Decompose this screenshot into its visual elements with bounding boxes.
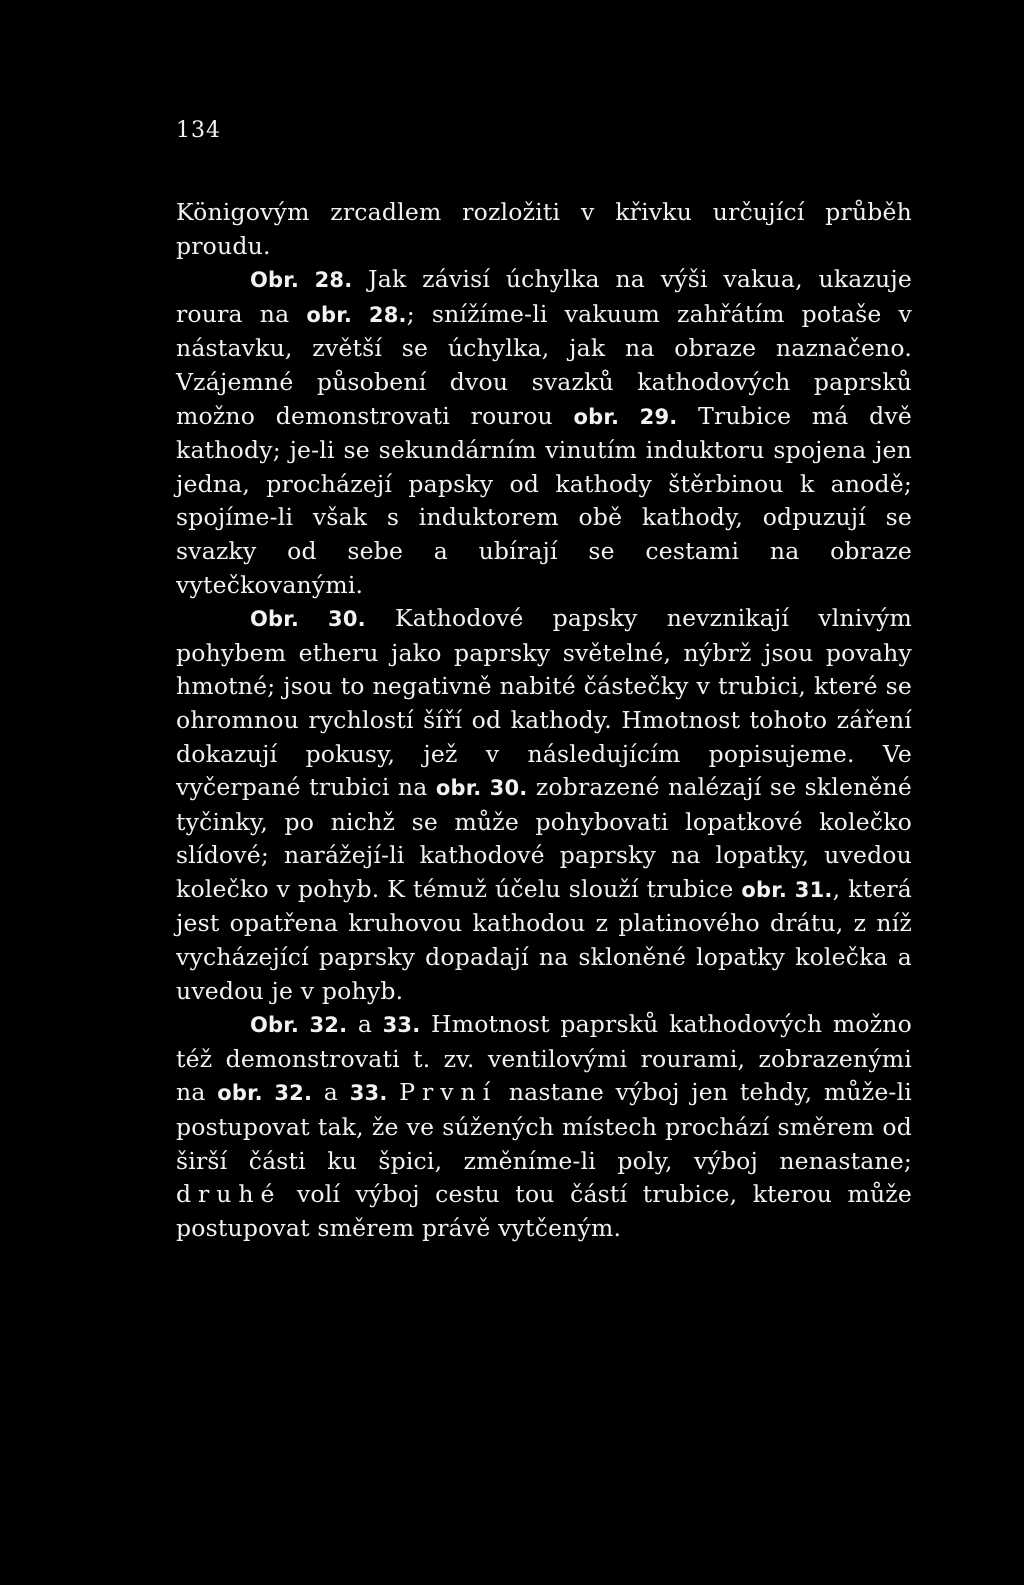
paragraph-text: nastane výboj jen tehdy, může-li postupovat tak, že ve súžených místech prochází směrem od širší části ku špici, změníme-li poly, výboj nenastane; (176, 1078, 913, 1175)
paragraph-text: Jak závisí úchylka na výši vakua, ukazuje roura na (176, 265, 912, 328)
figure-reference: 33. (382, 1013, 421, 1038)
emphasized-word: První (399, 1078, 498, 1107)
figure-reference: obr. 30. (435, 776, 528, 801)
paragraph-text: zobrazené nalézají se skleněné tyčinky, po nichž se může pohybovati lopatkové kolečko slídové; narážejí-li kathodové paprsky na lopatky, uvedou kolečko v pohyb. K témuž účelu slouží trubice (176, 773, 912, 903)
page-number: 134 (176, 118, 221, 143)
paragraph-text: a (312, 1078, 350, 1107)
paragraph-text: , která jest opatřena kruhovou kathodou z platinového drátu, z níž vycházející paprsky dopadají na skloněné lopatky kolečka a uvedou je v pohyb. (176, 874, 912, 1005)
figure-reference: obr. 28. (306, 302, 407, 327)
figure-reference: Obr. 28. (250, 268, 353, 293)
figure-reference: Obr. 30. (250, 607, 366, 632)
paragraph-text: Trubice má dvě kathody; je-li se sekundárním vinutím induktoru spojena jen jedna, procházejí papsky od kathody štěrbinou k anodě; spojíme-li však s induktorem obě kathody, odpuzují se svazky od sebe a ubírají se cestami na obraze vytečkovanými. (176, 401, 913, 599)
page-body-text (176, 196, 912, 1245)
paragraph-text: ; snížíme-li vakuum zahřátím potaše v nástavku, zvětší se úchylka, jak na obraze naznačeno. Vzájemné působení dvou svazků kathodových paprsků možno demonstrovati rourou (176, 299, 912, 430)
paragraph (176, 196, 912, 263)
paragraph (176, 263, 912, 602)
paragraph-text: Königovým zrcadlem rozložiti v křivku určující průběh proudu. (176, 198, 912, 260)
emphasized-word: druhé (176, 1180, 282, 1209)
paragraph (176, 602, 912, 1008)
figure-reference: obr. 31. (741, 877, 833, 902)
paragraph-text: volí výboj cestu tou částí trubice, kterou může postupovat směrem právě vytčeným. (176, 1180, 912, 1242)
figure-reference: Obr. 32. (250, 1013, 348, 1038)
figure-reference: obr. 29. (573, 404, 678, 429)
figure-reference: 33. (349, 1081, 388, 1106)
paragraph-text: Hmotnost paprsků kathodových možno též demonstrovati t. zv. ventilovými rourami, zobrazenými na (176, 1010, 912, 1107)
paragraph-text: Kathodové papsky nevznikají vlnivým pohybem etheru jako paprsky světelné, nýbrž jsou povahy hmotné; jsou to negativně nabité částečky v trubici, které se ohromnou rychlostí šíří od kathody. Hmotnost tohoto záření dokazují pokusy, jež v následujícím popisujeme. Ve vyčerpané trubici na (176, 604, 912, 802)
paragraph-text: a (347, 1010, 383, 1039)
paragraph-text (388, 1078, 400, 1106)
paragraph (176, 1008, 912, 1245)
figure-reference: obr. 32. (217, 1081, 313, 1106)
